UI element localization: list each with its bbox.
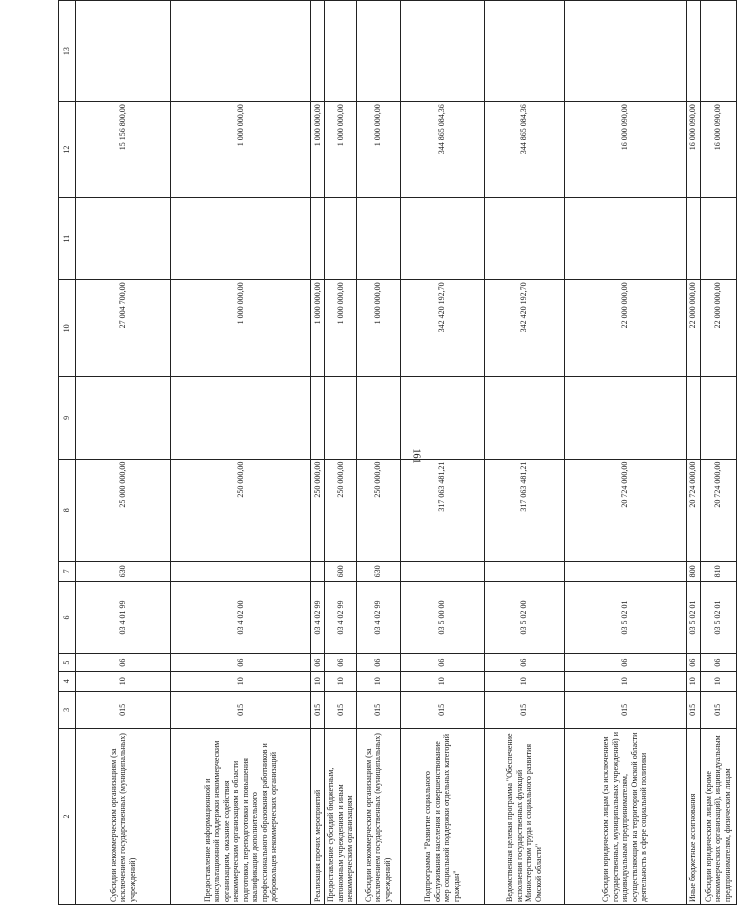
cell-col-13 [311,1,325,102]
cell-col-3: 015 [484,691,564,728]
cell-col-10: 1 000 000,00 [171,280,311,377]
header-col-2: 2 [59,729,76,905]
cell-description: Иные бюджетные ассигнования [686,729,700,905]
page-number: 161 [410,448,422,464]
cell-col-12: 1 000 000,00 [311,102,325,198]
cell-col-7: 810 [700,561,736,581]
cell-col-8: 250 000,00 [171,459,311,561]
header-col-10: 10 [59,280,76,377]
cell-col-12: 1 000 000,00 [171,102,311,198]
cell-col-5: 06 [484,654,564,672]
header-col-8: 8 [59,459,76,561]
cell-col-13 [400,1,484,102]
cell-col-10: 1 000 000,00 [325,280,357,377]
cell-col-11 [400,197,484,279]
table-row [356,1,400,905]
cell-col-3: 015 [564,691,686,728]
cell-col-11 [171,197,311,279]
cell-col-5: 06 [171,654,311,672]
cell-description: Субсидии некоммерческим организациям (за исключением государственных (муниципальных) учреждений) [356,729,400,905]
cell-col-7 [171,561,311,581]
cell-col-3: 015 [325,691,357,728]
cell-col-13 [700,1,736,102]
cell-col-8: 20 724 000,00 [700,459,736,561]
cell-description: Ведомственная целевая программа "Обеспечение исполнения государственных функций Министерством труда и социального развития Омской области" [484,729,564,905]
cell-col-9 [564,377,686,459]
cell-col-4: 10 [400,671,484,691]
cell-description: Субсидии юридическим лицам (кроме некоммерческих организаций), индивидуальным предпринимателям, физическим лицам [700,729,736,905]
cell-col-11 [686,197,700,279]
cell-col-13 [686,1,700,102]
cell-col-11 [700,197,736,279]
table-row [564,1,686,905]
cell-col-11 [564,197,686,279]
header-col-9: 9 [59,377,76,459]
cell-col-8: 317 063 481,21 [484,459,564,561]
cell-col-13 [564,1,686,102]
cell-col-13 [484,1,564,102]
table-row [700,1,736,905]
cell-col-12: 15 156 800,00 [76,102,171,198]
cell-col-9 [171,377,311,459]
cell-col-3: 015 [700,691,736,728]
cell-description: Субсидии юридическим лицам (за исключением государственных, муниципальных учреждений) и индивидуальным предпринимателям, осуществляющим на территории Омской области деятельность в сфере социальной политики [564,729,686,905]
cell-col-4: 10 [171,671,311,691]
cell-col-12: 16 000 090,00 [564,102,686,198]
cell-col-3: 015 [311,691,325,728]
table-row [76,1,171,905]
cell-col-12: 16 000 090,00 [700,102,736,198]
cell-col-6: 03 5 02 01 [564,581,686,654]
cell-col-4: 10 [564,671,686,691]
cell-col-9 [76,377,171,459]
cell-col-6: 03 4 02 99 [356,581,400,654]
cell-col-9 [311,377,325,459]
table-row [686,1,700,905]
cell-col-9 [356,377,400,459]
header-col-7: 7 [59,561,76,581]
cell-col-7 [564,561,686,581]
header-row [59,1,76,905]
cell-col-10: 342 420 192,70 [400,280,484,377]
cell-description: Предоставление информационной и консультационной поддержки некоммерческим организациям, оказание содействия некоммерческим организациям в области подготовки, переподготовки и повышения квалификации дополнительного профессионального образования работников и добровольцев некоммерческих организаций [171,729,311,905]
cell-col-8: 20 724 000,00 [564,459,686,561]
cell-col-8: 250 000,00 [356,459,400,561]
cell-col-8: 20 724 000,00 [686,459,700,561]
cell-description: Реализация прочих мероприятий [311,729,325,905]
cell-col-3: 015 [400,691,484,728]
cell-col-11 [356,197,400,279]
cell-col-10: 22 000 000,00 [700,280,736,377]
cell-col-7 [311,561,325,581]
cell-col-4: 10 [686,671,700,691]
cell-col-10: 22 000 000,00 [686,280,700,377]
cell-col-12: 1 000 000,00 [325,102,357,198]
cell-col-4: 10 [700,671,736,691]
table-row [311,1,325,905]
cell-col-11 [325,197,357,279]
cell-col-7: 600 [325,561,357,581]
cell-col-11 [311,197,325,279]
cell-col-12: 344 865 084,36 [484,102,564,198]
header-col-11: 11 [59,197,76,279]
cell-col-8: 250 000,00 [311,459,325,561]
cell-col-9 [400,377,484,459]
table-row [400,1,484,905]
header-col-6: 6 [59,581,76,654]
header-col-13: 13 [59,1,76,102]
cell-col-7: 630 [356,561,400,581]
cell-col-5: 06 [564,654,686,672]
cell-col-5: 06 [400,654,484,672]
cell-col-9 [686,377,700,459]
cell-col-4: 10 [325,671,357,691]
cell-col-12: 16 000 090,00 [686,102,700,198]
cell-col-5: 06 [311,654,325,672]
cell-description: Подпрограмма "Развитие социального обслуживания населения и совершенствование мер социальной поддержки отдельных категорий граждан" [400,729,484,905]
budget-table [58,0,737,905]
cell-col-10: 22 000 000,00 [564,280,686,377]
cell-col-13 [171,1,311,102]
cell-col-5: 06 [700,654,736,672]
cell-col-6: 03 4 02 99 [325,581,357,654]
cell-col-12: 344 865 084,36 [400,102,484,198]
cell-description: Предоставление субсидий бюджетным, автономным учреждениям и иным некоммерческим организациям [325,729,357,905]
cell-col-13 [76,1,171,102]
header-col-4: 4 [59,671,76,691]
cell-col-4: 10 [484,671,564,691]
cell-col-6: 03 4 02 99 [311,581,325,654]
header-col-3: 3 [59,691,76,728]
cell-col-13 [325,1,357,102]
header-col-5: 5 [59,654,76,672]
cell-col-4: 10 [356,671,400,691]
cell-col-6: 03 5 00 00 [400,581,484,654]
cell-col-5: 06 [686,654,700,672]
table-row [171,1,311,905]
cell-col-9 [484,377,564,459]
cell-col-5: 06 [356,654,400,672]
cell-col-5: 06 [325,654,357,672]
cell-col-8: 25 000 000,00 [76,459,171,561]
cell-col-3: 015 [171,691,311,728]
cell-col-3: 015 [686,691,700,728]
cell-col-12: 1 000 000,00 [356,102,400,198]
cell-col-3: 015 [76,691,171,728]
cell-col-6: 03 4 01 99 [76,581,171,654]
cell-col-7 [484,561,564,581]
cell-col-10: 342 420 192,70 [484,280,564,377]
cell-col-7: 630 [76,561,171,581]
cell-col-6: 03 5 02 00 [484,581,564,654]
cell-col-10: 1 000 000,00 [356,280,400,377]
cell-col-13 [356,1,400,102]
cell-col-9 [700,377,736,459]
cell-col-4: 10 [76,671,171,691]
cell-col-8: 250 000,00 [325,459,357,561]
cell-col-6: 03 4 02 00 [171,581,311,654]
cell-col-7 [400,561,484,581]
cell-description: Субсидии некоммерческим организациям (за исключением государственных (муниципальных) учреждений) [76,729,171,905]
rotated-budget-table-container [58,0,732,905]
table-row [325,1,357,905]
cell-col-3: 015 [356,691,400,728]
cell-col-11 [76,197,171,279]
cell-col-10: 1 000 000,00 [311,280,325,377]
cell-col-8: 317 063 481,21 [400,459,484,561]
cell-col-4: 10 [311,671,325,691]
header-col-12: 12 [59,102,76,198]
cell-col-9 [325,377,357,459]
cell-col-5: 06 [76,654,171,672]
cell-col-6: 03 5 02 01 [700,581,736,654]
table-row [484,1,564,905]
cell-col-7: 800 [686,561,700,581]
cell-col-6: 03 5 02 01 [686,581,700,654]
cell-col-11 [484,197,564,279]
cell-col-10: 27 004 700,00 [76,280,171,377]
